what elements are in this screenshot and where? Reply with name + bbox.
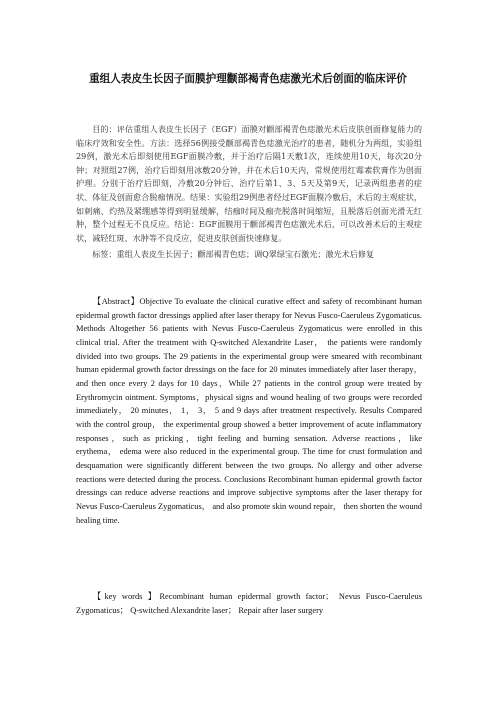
chinese-abstract: 目的：评估重组人表皮生长因子（EGF）面膜对颧部褐青色痣激光术后皮肤创面修复能力的临床疗效和安全性。方法：选择56例接受颧部褐青色痣激光治疗的患者，随机分为两组，实验组29例，激光术后即刻使用EGF面膜冷敷，并于治疗后隔1天敷1次，连续使用10天，每次20分钟；对照组27例，治疗后即刻用冰敷20分钟，并在术后10天内，常规使用红霉素软膏作为创面护理。分别于治疗后即刻，冷敷20分钟后、治疗后第1、3、5天及第9天，记录两组患者的症状、体征及创面愈合脱痂情况。结果：实验组29例患者经过EGF面膜冷敷后，术后的主观症状，如刺痛、灼热及紧绷感等得到明显缓解，结痂时间及痂壳脱落时间缩短，且脱落后创面光滑无红肿，整个过程无不良反应。结论：EGF面膜用于颧部褐青色痣激光术后，可以改善术后的主观症状，减轻红斑、水肿等不良反应，促进皮肤创面快速修复。 bbox=[76, 124, 422, 243]
paper-title: 重组人表皮生长因子面膜护理颧部褐青色痣激光术后创面的临床评价 bbox=[89, 73, 407, 85]
english-abstract: 【Abstract】Objective To evaluate the clinical curative effect and safety of recombinant human epidermal growth factor dressings applied after laser therapy for Nevus Fusco-Caeruleus Zygomaticus. Methods Altogether 56 patients with Nevus Fusco-Caeruleus Zygomaticus were enrolled in this clinical trial. After the treatment with Q-switched Alexandrite Laser， the patients were randomly divided into two groups. The 29 patients in the experimental group were smeared with recombinant human epidermal growth factor dressings on the face for 20 minutes immediately after laser therapy，and then once every 2 days for 10 days，While 27 patients in the control group were treated by Erythromycin ointment. Symptoms，physical signs and wound healing of two groups were recorded immediately， 20 minutes， 1， 3， 5 and 9 days after treatment respectively. Results Compared with the control group， the experimental group showed a better improvement of acute inflammatory responses，such as pricking，tight feeling and burning sensation. Adverse reactions，like erythema， edema were also reduced in the experimental group. The time for crust formulation and desquamation were significantly different between the two groups. No allergy and other adverse reactions were detected during the process. Conclusions Recombinant human epidermal growth factor dressings can reduce adverse reactions and improve subjective symptoms after the laser therapy for Nevus Fusco-Caeruleus Zygomaticus， and also promote skin wound repair， then shorten the wound healing time. bbox=[76, 297, 422, 525]
chinese-keywords: 标签：重组人表皮生长因子；颧部褐青色痣；调Q翠绿宝石激光；激光术后修复 bbox=[92, 249, 375, 259]
english-keywords: 【key words 】Recombinant human epidermal growth factor； Nevus Fusco-Caeruleus Zygomaticus； Q-switched Alexandrite laser； Repair after laser surgery bbox=[76, 592, 422, 615]
